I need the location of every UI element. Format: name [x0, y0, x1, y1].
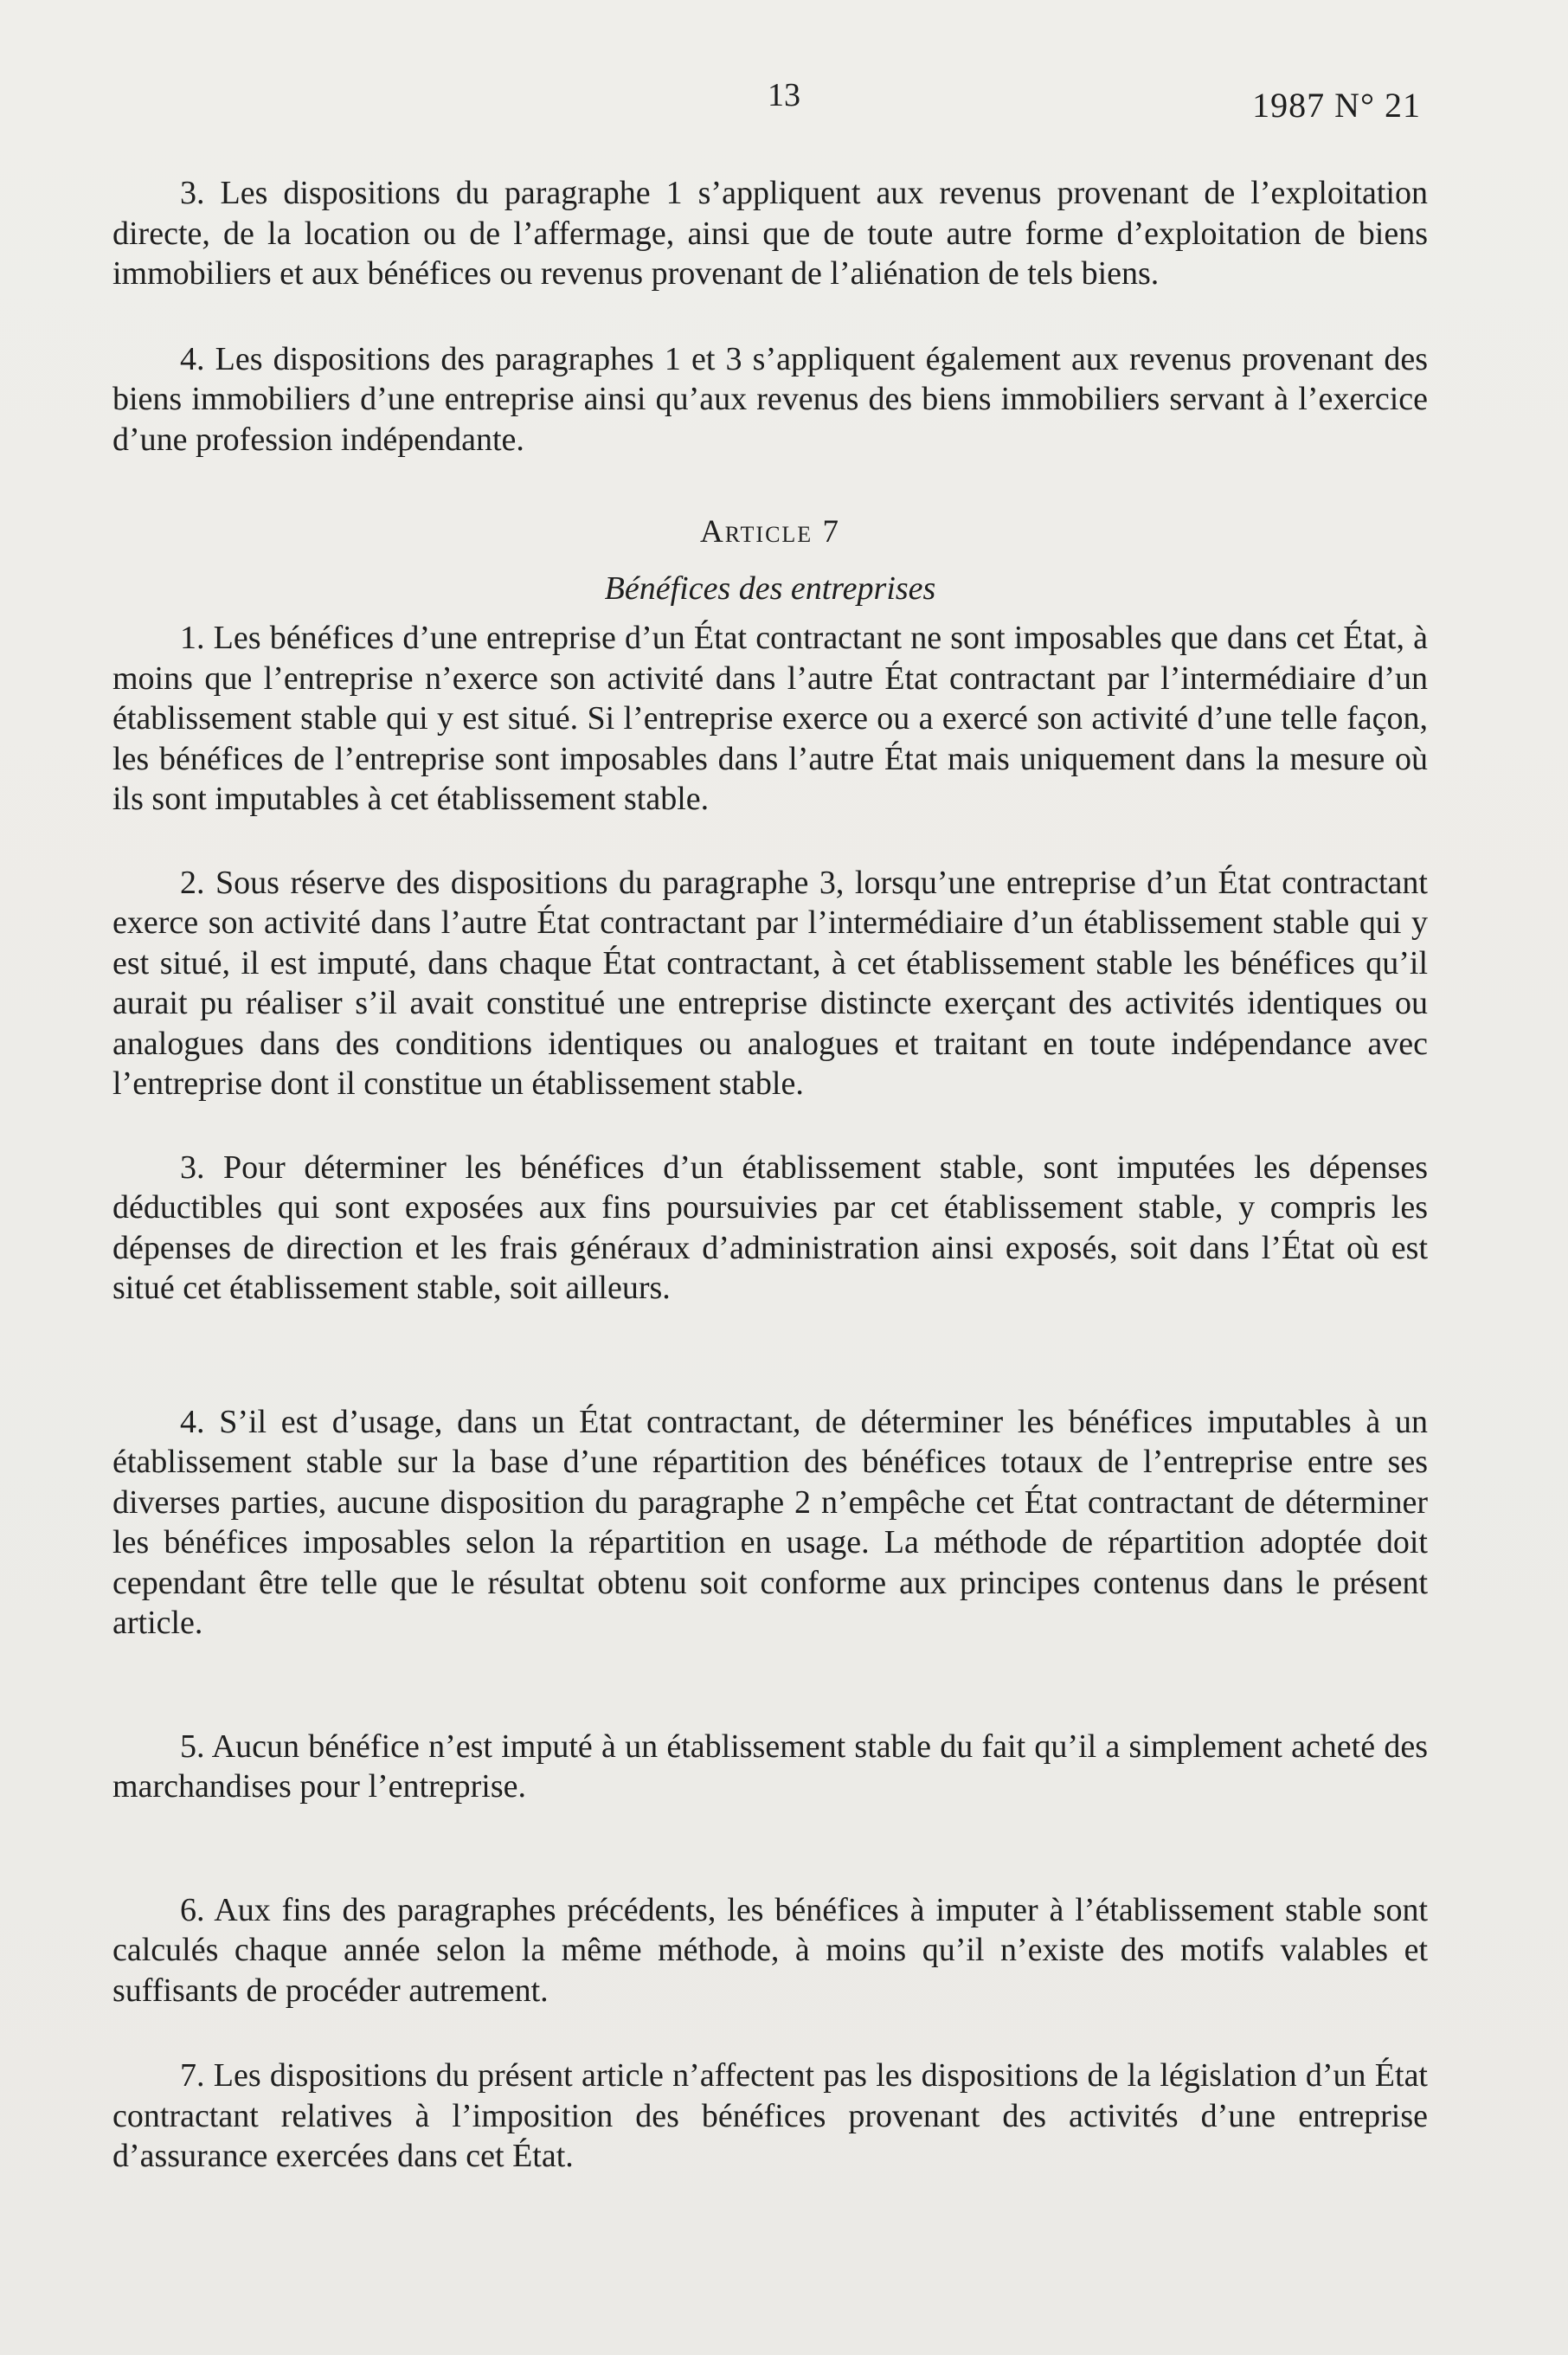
year-issue-header: 1987 N° 21	[1252, 86, 1421, 125]
paragraph-2: 2. Sous réserve des dispositions du paragraphe 3, lorsqu’une entreprise d’un État contractant exerce son activité dans l’autre État contractant par l’intermédiaire d’un établissement stable qui y est situé, il est imputé, dans chaque État contractant, à cet établissement stable les bénéfices qu’il aurait pu réaliser s’il avait constitué une entreprise distincte exerçant des activités identiques ou analogues dans des conditions identiques ou analogues et traitant en toute indépendance avec l’entreprise dont il constitue un établissement stable.	[112, 864, 1428, 1102]
paragraph-1: 1. Les bénéfices d’une entreprise d’un État contractant ne sont imposables que dans cet État, à moins que l’entreprise n’exerce son activité dans l’autre État contractant par l’intermédiaire d’un établissement stable qui y est situé. Si l’entreprise exerce ou a exercé son activité d’une telle façon, les bénéfices de l’entreprise sont imposables dans l’autre État mais uniquement dans la mesure où ils sont imputables à cet établissement stable.	[112, 620, 1428, 817]
paragraph-6: 6. Aux fins des paragraphes précédents, les bénéfices à imputer à l’établissement stable sont calculés chaque année selon la même méthode, à moins qu’il n’existe des motifs valables et suffisants de procéder autrement.	[112, 1891, 1428, 2009]
paragraph-7: 7. Les dispositions du présent article n’affectent pas les dispositions de la législation d’un État contractant relatives à l’imposition des bénéfices provenant des activités d’une entreprise d’assurance exercées dans cet État.	[112, 2057, 1428, 2174]
page-number: 13	[768, 77, 800, 113]
article-title: Bénéfices des entreprises	[604, 570, 936, 607]
paragraph-3: 3. Pour déterminer les bénéfices d’un établissement stable, sont imputées les dépenses déductibles qui sont exposées aux fins poursuivies par cet établissement stable, y compris les dépenses de direction et les frais généraux d’administration ainsi exposés, soit dans l’État où est situé cet établissement stable, soit ailleurs.	[112, 1149, 1428, 1306]
paragraph-top-4: 4. Les dispositions des paragraphes 1 et 3 s’appliquent également aux revenus provenant des biens immobiliers d’une entreprise ainsi qu’aux revenus des biens immobiliers servant à l’exercice d’une profession indépendante.	[112, 340, 1428, 458]
article-heading: Article 7	[700, 514, 840, 550]
paragraph-top-3: 3. Les dispositions du paragraphe 1 s’appliquent aux revenus provenant de l’exploitation directe, de la location ou de l’affermage, ainsi que de toute autre forme d’exploitation de biens immobiliers et aux bénéfices ou revenus provenant de l’aliénation de tels biens.	[112, 175, 1428, 292]
document-body	[112, 173, 1428, 2177]
paragraph-4: 4. S’il est d’usage, dans un État contractant, de déterminer les bénéfices imputables à un établissement stable sur la base d’une répartition des bénéfices totaux de l’entreprise entre ses diverses parties, aucune disposition du paragraphe 2 n’empêche cet État contractant de déterminer les bénéfices imposables selon la répartition en usage. La méthode de répartition adoptée doit cependant être telle que le résultat obtenu soit conforme aux principes contenus dans le présent article.	[112, 1403, 1428, 1641]
paragraph-5: 5. Aucun bénéfice n’est imputé à un établissement stable du fait qu’il a simplement acheté des marchandises pour l’entreprise.	[112, 1728, 1428, 1805]
